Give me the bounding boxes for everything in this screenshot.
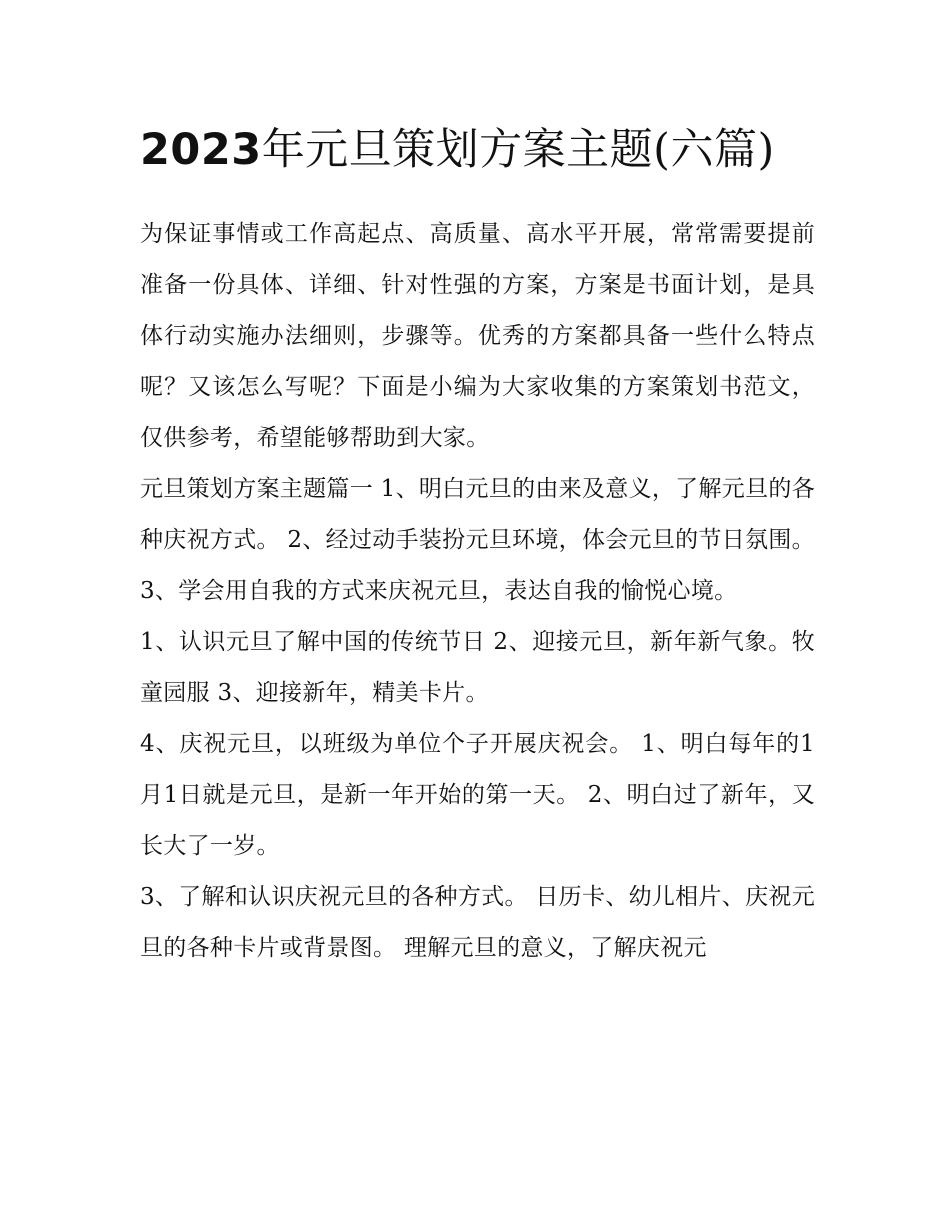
document-title [140, 112, 815, 189]
paragraph-2: 3、学会用自我的方式来庆祝元旦，表达自我的愉悦心境。 [140, 578, 738, 604]
title-year: 2023 [140, 125, 262, 175]
document-body [140, 209, 815, 974]
title-text: 年元旦策划方案主题(六篇) [261, 125, 775, 175]
paragraph-1: 元旦策划方案主题篇一 1、明白元旦的由来及意义，了解元旦的各种庆祝方式。 2、经过动手装扮元旦环境，体会元旦的节日氛围。 [140, 476, 815, 553]
paragraph-4: 4、庆祝元旦，以班级为单位个子开展庆祝会。 1、明白每年的1月1日就是元旦，是新一年开始的第一天。 2、明白过了新年，又长大了一岁。 [140, 731, 815, 859]
document-page [140, 112, 815, 974]
paragraph-3: 1、认识元旦了解中国的传统节日 2、迎接元旦，新年新气象。牧童园服 3、迎接新年，精美卡片。 [140, 629, 815, 706]
paragraph-5: 3、了解和认识庆祝元旦的各种方式。 日历卡、幼儿相片、庆祝元旦的各种卡片或背景图。 理解元旦的意义，了解庆祝元 [140, 884, 815, 961]
paragraph-intro: 为保证事情或工作高起点、高质量、高水平开展，常常需要提前准备一份具体、详细、针对性强的方案，方案是书面计划，是具体行动实施办法细则，步骤等。优秀的方案都具备一些什么特点呢？又该怎么写呢？下面是小编为大家收集的方案策划书范文，仅供参考，希望能够帮助到大家。 [140, 221, 815, 451]
